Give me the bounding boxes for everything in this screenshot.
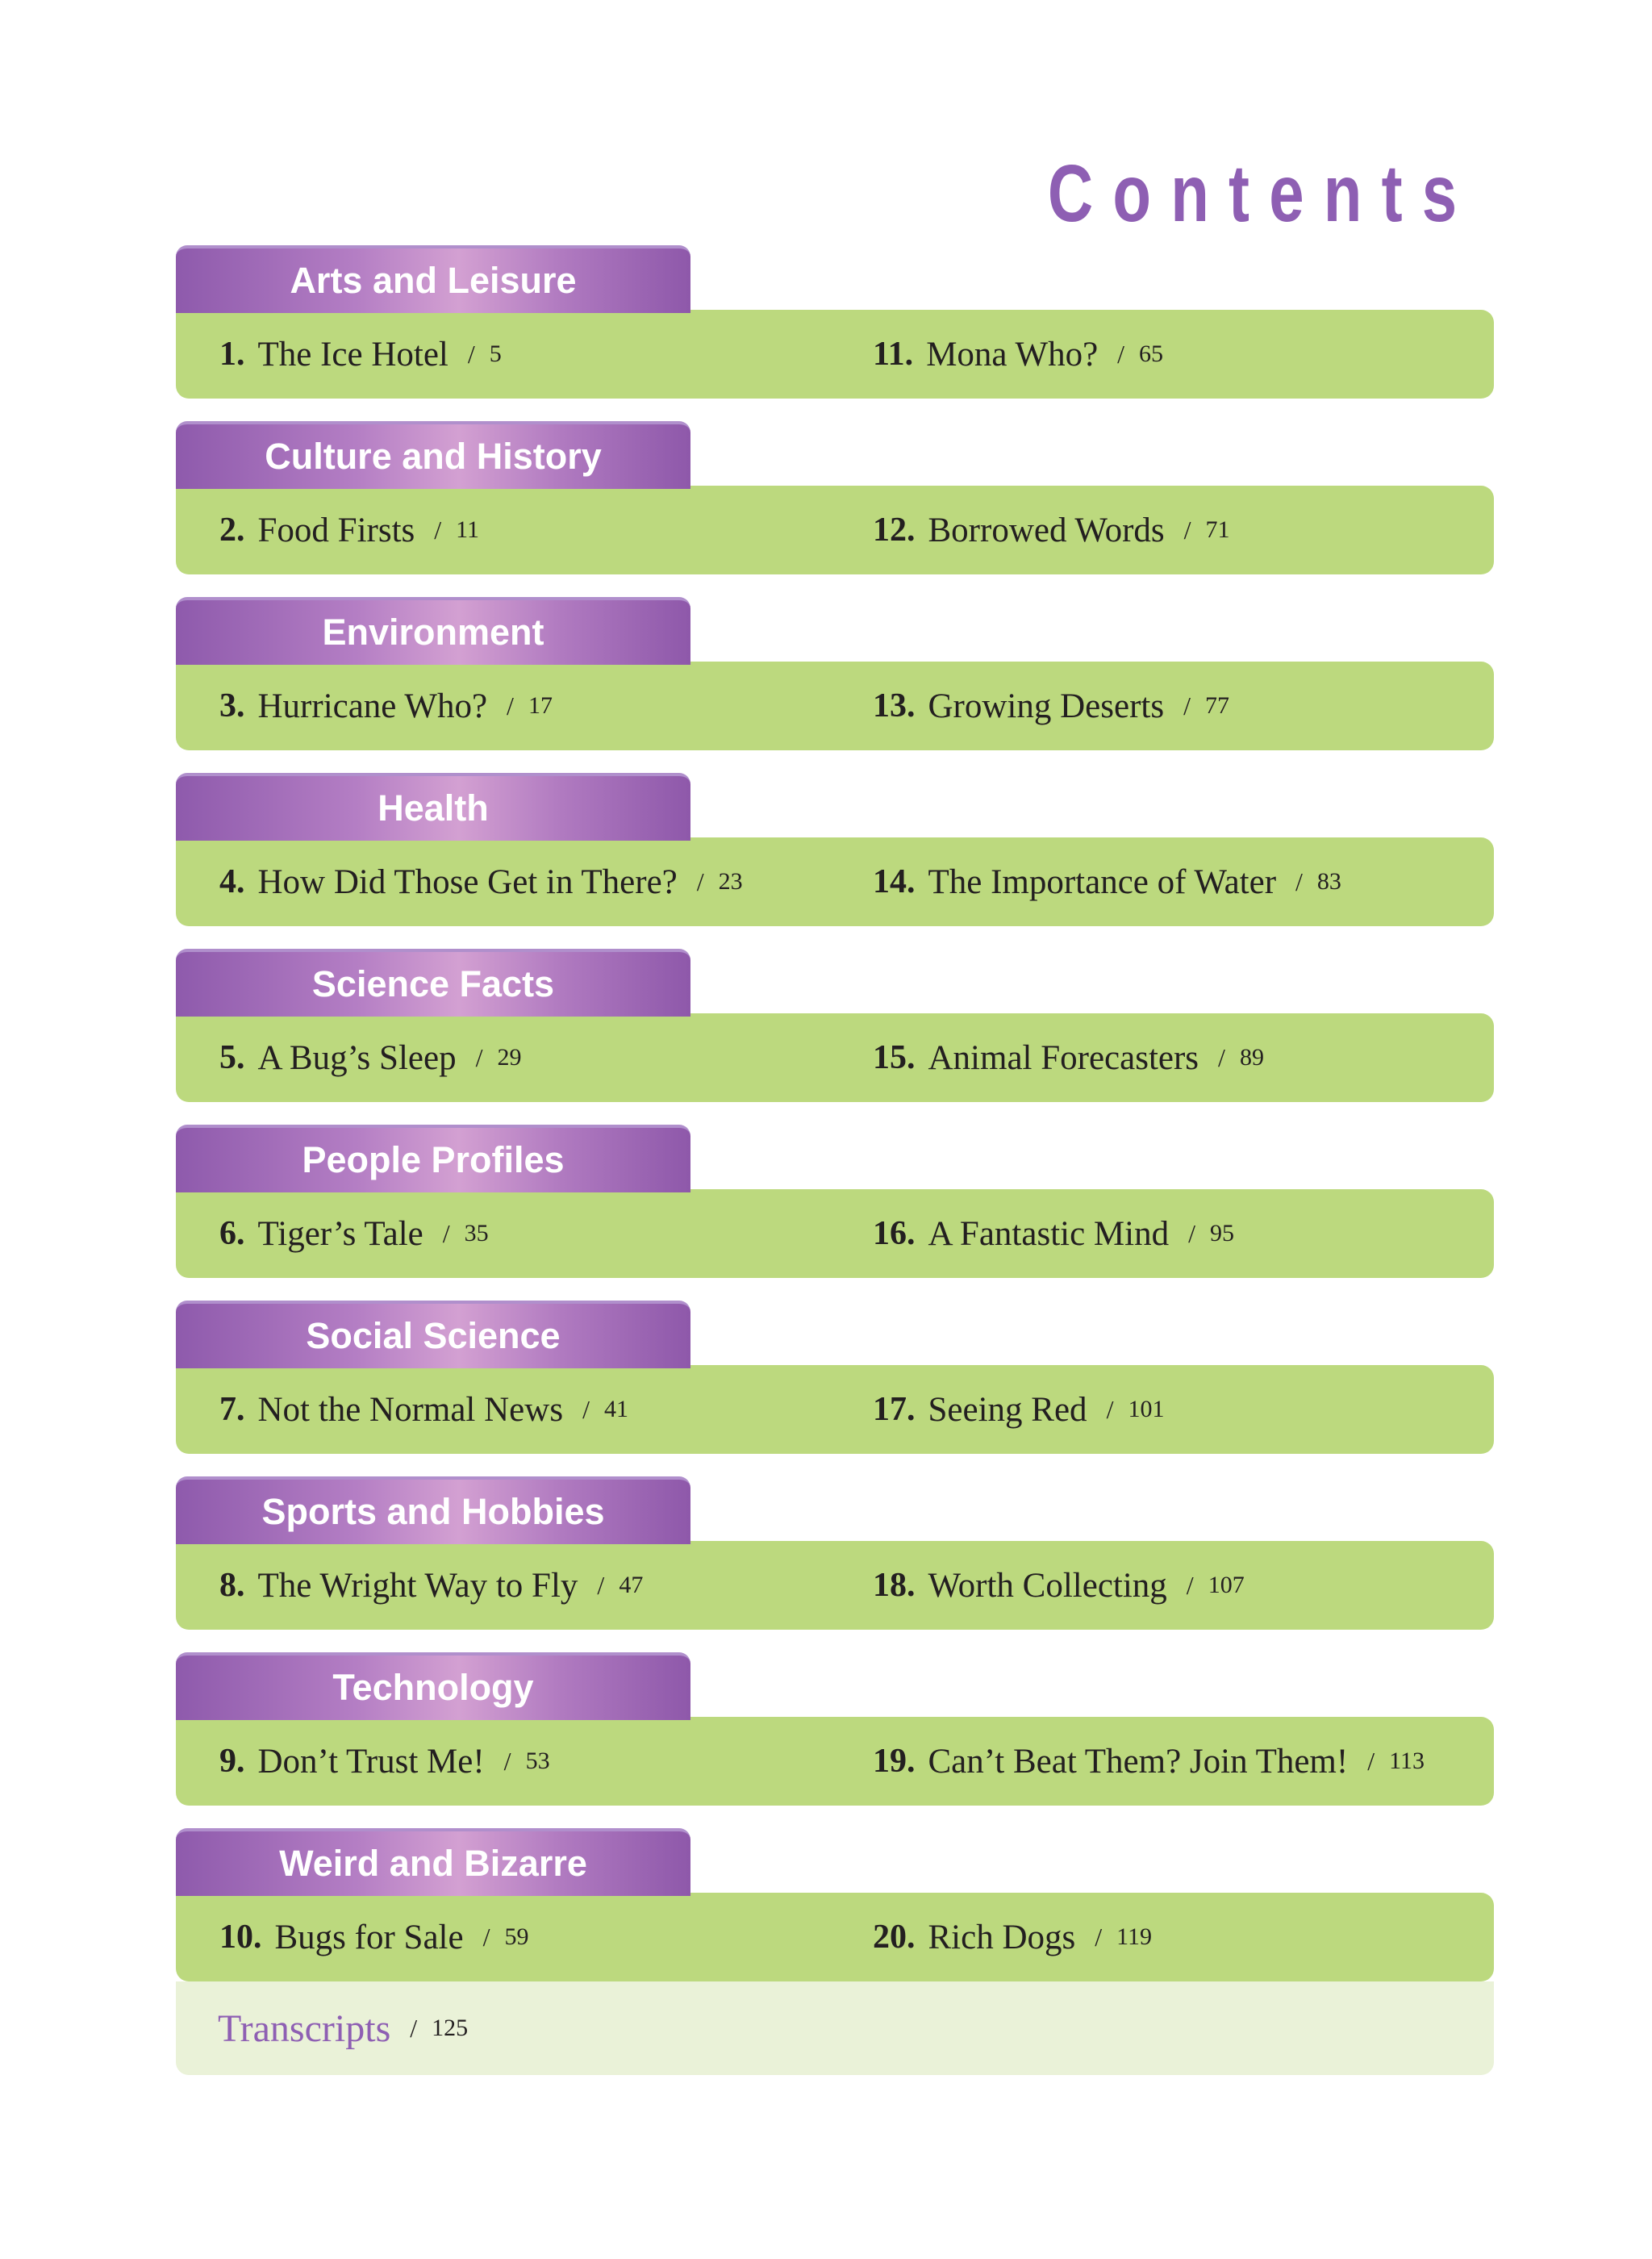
separator: /: [1295, 866, 1303, 896]
category-tab: [176, 1652, 690, 1720]
chapter-number: 16.: [873, 1215, 916, 1252]
toc-section: [176, 421, 1494, 597]
chapter-title: Borrowed Words: [928, 511, 1165, 549]
chapter-title: Seeing Red: [928, 1390, 1087, 1429]
category-tab: [176, 245, 690, 313]
chapter-row: [176, 1365, 1494, 1454]
chapter-page: 23: [718, 868, 743, 895]
toc-section: [176, 1652, 1494, 1828]
separator: /: [696, 866, 704, 896]
chapter-row: [176, 1013, 1494, 1102]
chapter-entry[interactable]: [219, 1893, 528, 1981]
category-label: Health: [378, 787, 489, 829]
separator: /: [1183, 691, 1191, 720]
contents-list: [176, 245, 1494, 2004]
category-tab: [176, 1476, 690, 1544]
category-label: Social Science: [306, 1315, 561, 1356]
separator: /: [1218, 1042, 1225, 1072]
chapter-page: 29: [497, 1044, 522, 1071]
chapter-page: 41: [603, 1396, 628, 1422]
category-label: Environment: [322, 612, 544, 653]
chapter-title: Worth Collecting: [928, 1566, 1167, 1605]
chapter-number: 8.: [219, 1567, 245, 1604]
separator: /: [410, 2013, 418, 2043]
page-title: Contents: [1047, 148, 1476, 239]
chapter-page: 101: [1128, 1396, 1165, 1422]
chapter-title: Mona Who?: [926, 335, 1099, 374]
chapter-title: Not the Normal News: [257, 1390, 564, 1429]
chapter-entry[interactable]: [219, 1541, 643, 1630]
toc-section: [176, 949, 1494, 1125]
separator: /: [507, 691, 514, 720]
category-label: Arts and Leisure: [290, 260, 577, 301]
chapter-page: 47: [619, 1572, 644, 1598]
chapter-entry[interactable]: [219, 1717, 550, 1806]
chapter-entry[interactable]: [219, 310, 502, 399]
category-label: Culture and History: [265, 436, 602, 477]
separator: /: [482, 1922, 490, 1952]
chapter-entry[interactable]: [873, 1365, 1164, 1454]
separator: /: [1095, 1922, 1103, 1952]
chapter-page: 77: [1204, 692, 1229, 719]
chapter-title: How Did Those Get in There?: [257, 862, 678, 901]
chapter-row: [176, 1189, 1494, 1278]
chapter-row: [176, 310, 1494, 399]
chapter-entry[interactable]: [873, 310, 1163, 399]
category-tab: [176, 949, 690, 1017]
chapter-page: 119: [1116, 1923, 1153, 1950]
chapter-page: 65: [1139, 340, 1164, 367]
chapter-number: 5.: [219, 1039, 245, 1076]
chapter-number: 19.: [873, 1743, 916, 1780]
category-tab: [176, 1125, 690, 1192]
category-label: People Profiles: [302, 1139, 565, 1180]
chapter-title: Growing Deserts: [928, 687, 1165, 725]
chapter-number: 15.: [873, 1039, 916, 1076]
separator: /: [1106, 1394, 1114, 1424]
toc-section: [176, 1301, 1494, 1476]
separator: /: [467, 339, 475, 369]
chapter-row: [176, 1893, 1494, 1981]
chapter-page: 17: [528, 692, 553, 719]
chapter-number: 18.: [873, 1567, 916, 1604]
separator: /: [442, 1218, 450, 1248]
chapter-entry[interactable]: [873, 486, 1230, 574]
chapter-page: 107: [1208, 1572, 1245, 1598]
chapter-title: Rich Dogs: [928, 1918, 1076, 1956]
separator: /: [475, 1042, 483, 1072]
chapter-number: 17.: [873, 1391, 916, 1428]
chapter-page: 35: [464, 1220, 489, 1246]
category-label: Technology: [332, 1667, 534, 1708]
chapter-number: 12.: [873, 512, 916, 549]
chapter-title: Tiger’s Tale: [257, 1214, 423, 1253]
category-tab: [176, 1301, 690, 1368]
chapter-title: Food Firsts: [257, 511, 415, 549]
chapter-title: A Bug’s Sleep: [257, 1038, 457, 1077]
chapter-number: 14.: [873, 863, 916, 900]
chapter-number: 13.: [873, 687, 916, 724]
category-tab: [176, 773, 690, 841]
chapter-row: [176, 662, 1494, 750]
chapter-number: 4.: [219, 863, 245, 900]
chapter-page: 59: [504, 1923, 529, 1950]
chapter-entry[interactable]: [219, 1189, 489, 1278]
toc-section: [176, 1828, 1494, 2004]
chapter-title: Can’t Beat Them? Join Them!: [928, 1742, 1349, 1781]
separator: /: [597, 1570, 605, 1600]
category-tab: [176, 1828, 690, 1896]
chapter-entry[interactable]: [873, 662, 1229, 750]
separator: /: [1186, 1570, 1194, 1600]
chapter-title: Hurricane Who?: [257, 687, 488, 725]
toc-section: [176, 1476, 1494, 1652]
separator: /: [1183, 515, 1191, 545]
chapter-page: 83: [1316, 868, 1341, 895]
chapter-title: Animal Forecasters: [928, 1038, 1199, 1077]
chapter-number: 11.: [873, 336, 914, 373]
category-tab: [176, 597, 690, 665]
chapter-entry[interactable]: [219, 837, 743, 926]
transcripts-page: 125: [432, 2015, 469, 2041]
category-label: Weird and Bizarre: [279, 1843, 587, 1884]
chapter-entry[interactable]: [219, 662, 553, 750]
chapter-title: A Fantastic Mind: [928, 1214, 1170, 1253]
separator: /: [1367, 1746, 1375, 1776]
chapter-number: 7.: [219, 1391, 245, 1428]
toc-section: [176, 1125, 1494, 1301]
chapter-page: 113: [1389, 1747, 1425, 1774]
transcripts-title: Transcripts: [218, 2006, 391, 2050]
chapter-entry[interactable]: [219, 1013, 521, 1102]
chapter-row: [176, 1541, 1494, 1630]
chapter-title: The Ice Hotel: [257, 335, 448, 374]
chapter-title: The Importance of Water: [928, 862, 1277, 901]
chapter-page: 89: [1239, 1044, 1264, 1071]
transcripts-entry[interactable]: [176, 1981, 1494, 2075]
chapter-number: 2.: [219, 512, 245, 549]
chapter-row: [176, 486, 1494, 574]
chapter-row: [176, 1717, 1494, 1806]
toc-section: [176, 773, 1494, 949]
toc-section: [176, 245, 1494, 421]
chapter-entry[interactable]: [873, 1189, 1234, 1278]
category-label: Sports and Hobbies: [261, 1491, 605, 1532]
category-tab: [176, 421, 690, 489]
chapter-entry[interactable]: [873, 1013, 1264, 1102]
chapter-entry[interactable]: [873, 1893, 1152, 1981]
chapter-page: 53: [525, 1747, 550, 1774]
chapter-title: Bugs for Sale: [274, 1918, 464, 1956]
chapter-entry[interactable]: [873, 1541, 1245, 1630]
chapter-number: 20.: [873, 1919, 916, 1956]
separator: /: [582, 1394, 590, 1424]
chapter-title: The Wright Way to Fly: [257, 1566, 578, 1605]
separator: /: [1117, 339, 1125, 369]
chapter-number: 1.: [219, 336, 245, 373]
separator: /: [503, 1746, 511, 1776]
chapter-number: 10.: [219, 1919, 262, 1956]
chapter-row: [176, 837, 1494, 926]
chapter-entry[interactable]: [873, 837, 1341, 926]
chapter-title: Don’t Trust Me!: [257, 1742, 485, 1781]
category-label: Science Facts: [311, 963, 555, 1004]
chapter-entry[interactable]: [219, 1365, 628, 1454]
chapter-page: 71: [1205, 516, 1230, 543]
toc-section: [176, 597, 1494, 773]
chapter-entry[interactable]: [219, 486, 479, 574]
chapter-number: 3.: [219, 687, 245, 724]
chapter-page: 5: [489, 340, 502, 367]
chapter-number: 6.: [219, 1215, 245, 1252]
chapter-entry[interactable]: [873, 1717, 1425, 1806]
chapter-number: 9.: [219, 1743, 245, 1780]
separator: /: [434, 515, 442, 545]
chapter-page: 11: [456, 516, 480, 543]
chapter-page: 95: [1210, 1220, 1234, 1246]
separator: /: [1188, 1218, 1195, 1248]
